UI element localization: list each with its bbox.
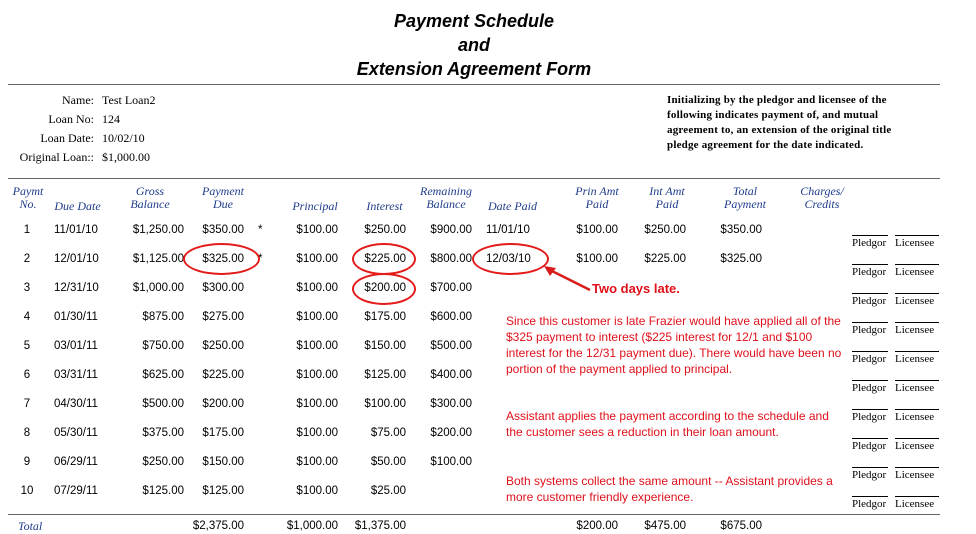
licensee-signature-line[interactable] [895,264,939,265]
pledgor-signature-line[interactable] [852,496,888,497]
licensee-label: Licensee [895,324,935,336]
loan-info-label: Loan Date: [40,131,94,145]
licensee-signature-line[interactable] [895,235,939,236]
row-principal: $100.00 [296,398,338,410]
licensee-label: Licensee [895,295,935,307]
pledgor-signature-line[interactable] [852,409,888,410]
pledgor-label: Pledgor [852,469,887,481]
row-payment-due: $175.00 [202,427,244,439]
licensee-label: Licensee [895,440,935,452]
row-remaining-balance: $700.00 [430,282,472,294]
row-payment-due: $325.00 [202,253,244,265]
column-header-prin_amt_paid-line2: Paid [585,197,609,211]
total-total-payment: $675.00 [720,520,762,532]
column-header-paymt_no: Paymt [12,184,44,198]
row-due-date: 12/31/10 [54,282,99,294]
row-date-paid: 11/01/10 [486,224,530,236]
pledgor-signature-line[interactable] [852,235,888,236]
licensee-signature-line[interactable] [895,496,939,497]
row-remaining-balance: $800.00 [430,253,472,265]
row-gross-balance: $750.00 [142,340,184,352]
column-header-date_paid: Date Paid [488,199,537,213]
licensee-label: Licensee [895,266,935,278]
pledgor-signature-line[interactable] [852,467,888,468]
total-payment-due: $2,375.00 [192,520,244,532]
pledgor-label: Pledgor [852,411,887,423]
highlight-oval-interest-225 [352,243,416,275]
row-due-date: 12/01/10 [54,253,99,265]
column-header-gross_balance-line2: Balance [130,197,170,211]
row-gross-balance: $125.00 [142,485,184,497]
pledgor-label: Pledgor [852,498,887,510]
totals-label: Total [18,519,43,533]
row-due-date: 11/01/10 [54,224,98,236]
pledgor-signature-line[interactable] [852,380,888,381]
row-number: 8 [23,427,31,439]
row-due-date: 03/01/11 [54,340,98,352]
row-remaining-balance: $500.00 [430,340,472,352]
licensee-label: Licensee [895,469,935,481]
row-payment-due: $125.00 [202,485,244,497]
licensee-label: Licensee [895,498,935,510]
pledgor-label: Pledgor [852,295,887,307]
pledgor-label: Pledgor [852,266,887,278]
row-gross-balance: $875.00 [142,311,184,323]
row-interest: $225.00 [364,253,406,265]
licensee-label: Licensee [895,237,935,249]
row-date-paid: 12/03/10 [486,253,531,265]
row-payment-due: $275.00 [202,311,244,323]
row-number: 9 [23,456,31,468]
row-payment-due: $150.00 [202,456,244,468]
row-interest: $125.00 [364,369,406,381]
column-header-total_payment: Total [732,184,758,198]
loan-info-value: Test Loan2 [102,93,156,107]
row-number: 1 [23,224,31,236]
title-divider [8,84,940,85]
row-interest: $250.00 [364,224,406,236]
column-header-principal: Principal [292,199,338,213]
row-total-payment: $325.00 [720,253,762,265]
row-number: 2 [23,253,31,265]
row-gross-balance: $375.00 [142,427,184,439]
pledgor-signature-line[interactable] [852,438,888,439]
annotation-note-assistant: Assistant applies the payment according to the schedule and the customer sees a reduction in their loan amount. [506,409,829,439]
row-due-date: 04/30/11 [54,398,98,410]
row-interest: $100.00 [364,398,406,410]
row-remaining-balance: $100.00 [430,456,472,468]
row-gross-balance: $625.00 [142,369,184,381]
loan-info-label: Name: [62,93,94,107]
highlight-oval-date-paid [472,243,549,275]
column-header-charges_credits: Charges/ [800,184,844,198]
pledgor-signature-line[interactable] [852,293,888,294]
column-header-due_date: Due Date [54,199,101,213]
loan-info-value: 124 [102,112,120,126]
licensee-signature-line[interactable] [895,322,939,323]
row-principal: $100.00 [296,369,338,381]
row-due-date: 06/29/11 [54,456,98,468]
row-principal: $100.00 [296,311,338,323]
row-due-date: 05/30/11 [54,427,98,439]
loan-info-value: $1,000.00 [102,150,150,164]
row-principal: $100.00 [296,224,338,236]
row-interest: $150.00 [364,340,406,352]
row-number: 10 [20,485,34,497]
agreement-line: Initializing by the pledgor and licensee of the [667,94,887,106]
row-payment-due: $200.00 [202,398,244,410]
row-gross-balance: $1,125.00 [132,253,184,265]
row-interest: $200.00 [364,282,406,294]
column-header-interest: Interest [366,199,403,213]
row-due-date: 03/31/11 [54,369,98,381]
licensee-signature-line[interactable] [895,467,939,468]
licensee-signature-line[interactable] [895,438,939,439]
row-gross-balance: $250.00 [142,456,184,468]
row-total-payment: $350.00 [720,224,762,236]
pledgor-label: Pledgor [852,382,887,394]
highlight-oval-payment-due [183,243,263,275]
table-top-divider [8,178,940,179]
row-star-marker: * [258,224,263,236]
row-payment-due: $250.00 [202,340,244,352]
agreement-line: agreement to, an extension of the original title [667,124,892,136]
row-int-amt-paid: $225.00 [644,253,686,265]
row-interest: $175.00 [364,311,406,323]
row-int-amt-paid: $250.00 [644,224,686,236]
row-number: 4 [23,311,31,323]
column-header-int_amt_paid-line2: Paid [655,197,679,211]
row-number: 5 [23,340,31,352]
highlight-oval-interest-200 [352,273,416,305]
page-title: Payment Schedule [393,11,555,31]
row-payment-due: $225.00 [202,369,244,381]
row-principal: $100.00 [296,456,338,468]
licensee-label: Licensee [895,382,935,394]
row-payment-due: $350.00 [202,224,244,236]
row-interest: $50.00 [370,456,406,468]
licensee-label: Licensee [895,411,935,423]
loan-info-label: Original Loan:: [19,150,94,164]
row-number: 3 [23,282,31,294]
row-prin-amt-paid: $100.00 [576,224,618,236]
licensee-label: Licensee [895,353,935,365]
column-header-int_amt_paid: Int Amt [649,184,685,198]
row-gross-balance: $500.00 [142,398,184,410]
row-remaining-balance: $300.00 [430,398,472,410]
row-principal: $100.00 [296,340,338,352]
row-star-marker: * [258,253,263,265]
red-arrow-icon [540,262,600,298]
total-divider [8,514,940,515]
row-number: 7 [23,398,31,410]
column-header-charges_credits-line2: Credits [804,197,840,211]
row-remaining-balance: $400.00 [430,369,472,381]
row-gross-balance: $1,250.00 [132,224,184,236]
total-principal: $1,000.00 [286,520,338,532]
pledgor-signature-line[interactable] [852,322,888,323]
licensee-signature-line[interactable] [895,380,939,381]
agreement-line: pledge agreement for the date indicated. [667,139,864,151]
row-interest: $25.00 [370,485,406,497]
column-header-prin_amt_paid: Prin Amt [575,184,619,198]
annotation-note-both: Both systems collect the same amount -- Assistant provides a more customer friendly experience. [506,474,833,504]
row-remaining-balance: $900.00 [430,224,472,236]
total-interest: $1,375.00 [354,520,406,532]
page-title-and: and [457,35,490,55]
licensee-signature-line[interactable] [895,409,939,410]
row-principal: $100.00 [296,253,338,265]
row-principal: $100.00 [296,282,338,294]
page-title-form: Extension Agreement Form [356,59,592,79]
row-due-date: 01/30/11 [54,311,98,323]
pledgor-label: Pledgor [852,440,887,452]
column-header-gross_balance: Gross [135,184,165,198]
column-header-paymt_no-line2: No. [19,197,37,211]
row-remaining-balance: $600.00 [430,311,472,323]
loan-info-value: 10/02/10 [102,131,145,145]
licensee-signature-line[interactable] [895,351,939,352]
row-gross-balance: $1,000.00 [132,282,184,294]
row-due-date: 07/29/11 [54,485,98,497]
pledgor-signature-line[interactable] [852,264,888,265]
column-header-remaining_balance-line2: Balance [426,197,466,211]
column-header-remaining_balance: Remaining [420,184,472,198]
row-principal: $100.00 [296,427,338,439]
annotation-note-frazier: Since this customer is late Frazier would have applied all of the $325 payment to interest ($225 interest for 12/1 and $100 interest for the 12/31 payment due). There would have been no portion of the payment applied to principal. [506,314,842,376]
row-principal: $100.00 [296,485,338,497]
row-interest: $75.00 [370,427,406,439]
column-header-payment_due-line2: Due [213,197,233,211]
licensee-signature-line[interactable] [895,293,939,294]
total-prin-amt-paid: $200.00 [576,520,618,532]
pledgor-label: Pledgor [852,353,887,365]
pledgor-label: Pledgor [852,324,887,336]
row-payment-due: $300.00 [202,282,244,294]
column-header-payment_due: Payment [202,184,244,198]
agreement-line: following indicates payment of, and mutual [667,109,879,121]
row-remaining-balance: $200.00 [430,427,472,439]
pledgor-label: Pledgor [852,237,887,249]
column-header-total_payment-line2: Payment [724,197,766,211]
pledgor-signature-line[interactable] [852,351,888,352]
row-prin-amt-paid: $100.00 [576,253,618,265]
two-days-late-label: Two days late. [592,281,680,296]
row-number: 6 [23,369,31,381]
loan-info-label: Loan No: [48,112,94,126]
total-int-amt-paid: $475.00 [644,520,686,532]
